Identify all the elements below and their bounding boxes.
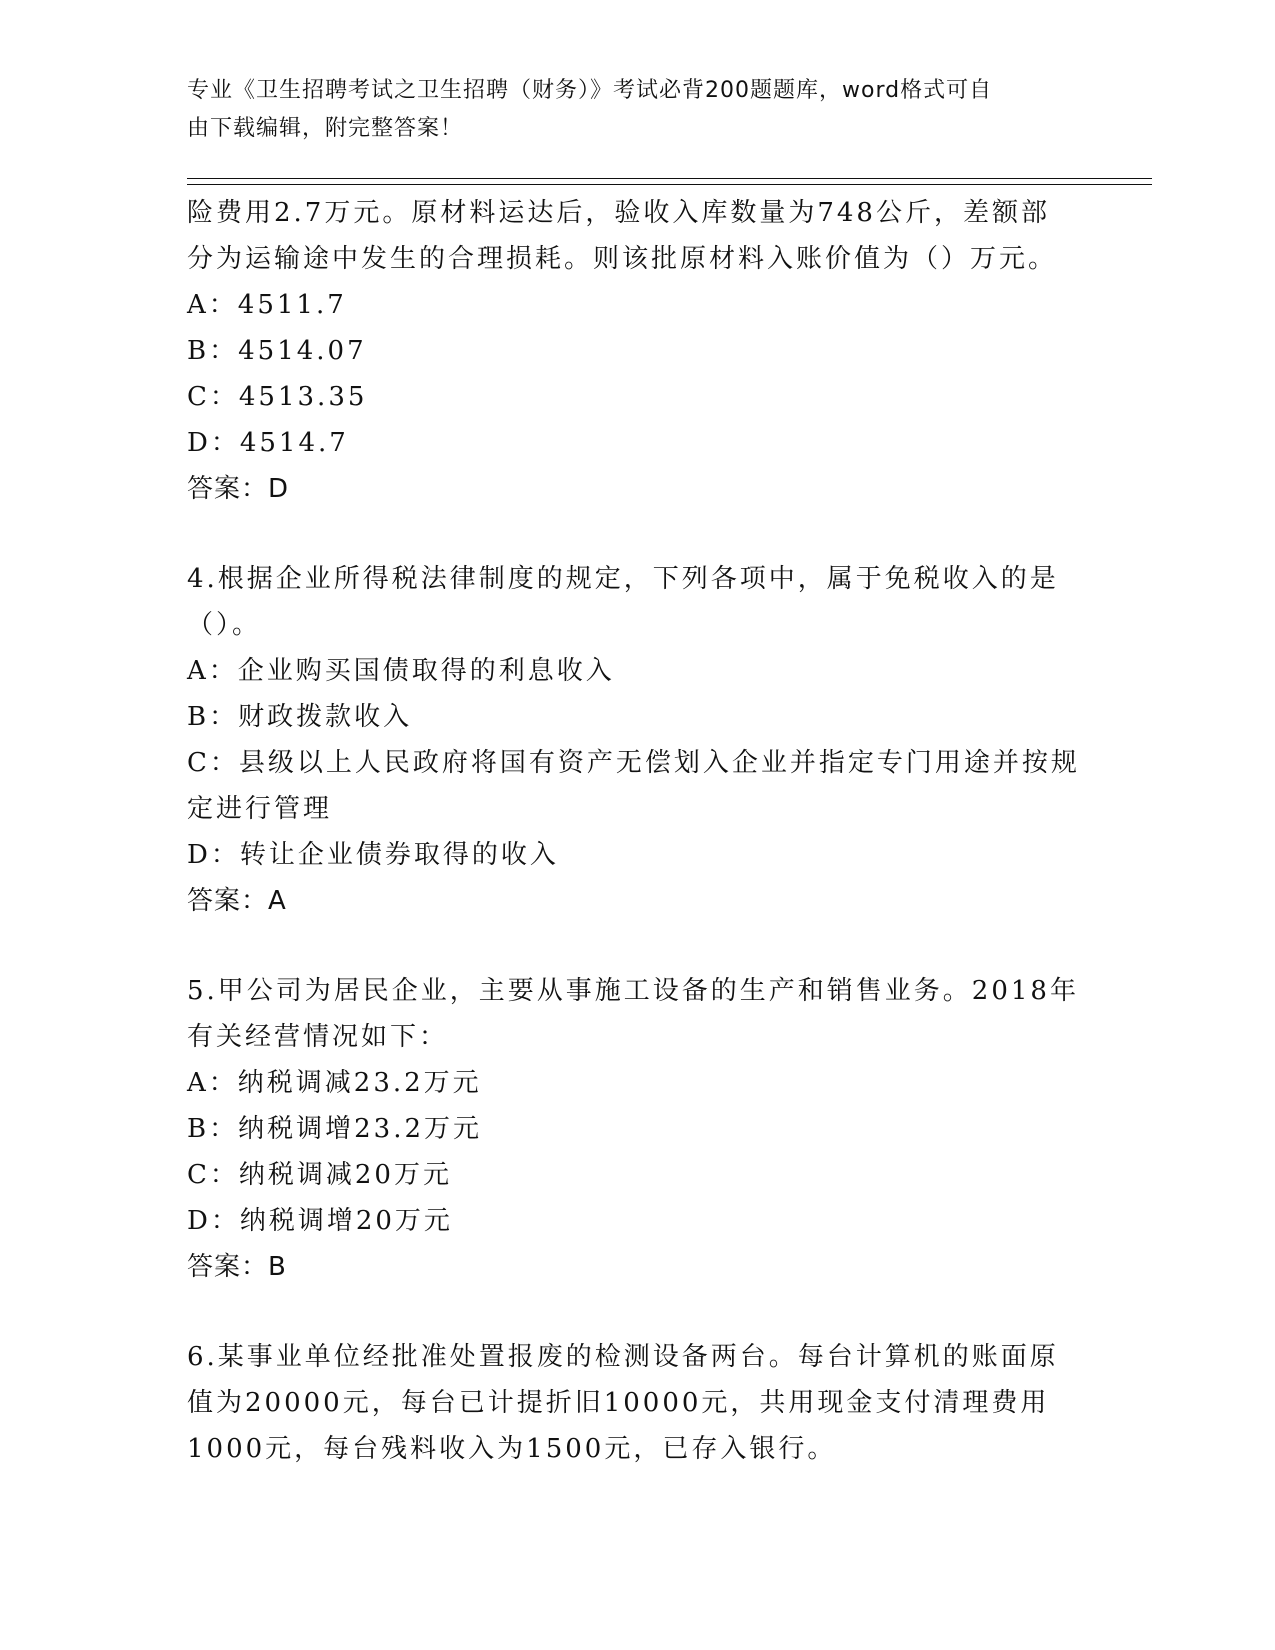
question-4-text-line-1: 4.根据企业所得税法律制度的规定，下列各项中，属于免税收入的是: [187, 564, 1059, 594]
question-3-answer: 答案：D: [187, 474, 290, 504]
question-3-text-line-1: 险费用2.7万元。原材料运达后，验收入库数量为748公斤，差额部: [187, 198, 1050, 228]
header-rule-bottom: [187, 184, 1152, 185]
question-4-option-a: A：企业购买国债取得的利息收入: [187, 656, 615, 686]
question-5-answer: 答案：B: [187, 1252, 287, 1282]
question-3-option-c: C：4513.35: [187, 382, 368, 412]
header-title-line-2: 由下载编辑，附完整答案！: [187, 116, 464, 141]
question-4-option-c-line-1: C：县级以上人民政府将国有资产无偿划入企业并指定专门用途并按规: [187, 748, 1080, 778]
question-4-option-d: D：转让企业债券取得的收入: [187, 840, 559, 870]
question-5-option-a: A：纳税调减23.2万元: [187, 1068, 482, 1098]
question-4-option-b: B：财政拨款收入: [187, 702, 413, 732]
question-4-option-c-line-2: 定进行管理: [187, 794, 333, 824]
header-title-line-1: 专业《卫生招聘考试之卫生招聘（财务）》考试必背200题题库，word格式可自: [187, 78, 993, 103]
question-3-option-d: D：4514.7: [187, 428, 349, 458]
question-6-text-line-1: 6.某事业单位经批准处置报废的检测设备两台。每台计算机的账面原: [187, 1342, 1059, 1372]
question-4: [187, 556, 1087, 924]
question-4-text-line-2: （）。: [187, 610, 262, 640]
question-6-text-line-3: 1000元，每台残料收入为1500元，已存入银行。: [187, 1434, 837, 1464]
question-6-text-line-2: 值为20000元，每台已计提折旧10000元，共用现金支付清理费用: [187, 1388, 1050, 1418]
question-3-option-a: A：4511.7: [187, 290, 347, 320]
question-5-text-line-1: 5.甲公司为居民企业，主要从事施工设备的生产和销售业务。2018年: [187, 976, 1079, 1006]
header-rule-top: [187, 178, 1152, 179]
question-5-option-c: C：纳税调减20万元: [187, 1160, 452, 1190]
question-5: [187, 968, 1087, 1290]
question-5-option-b: B：纳税调增23.2万元: [187, 1114, 482, 1144]
question-content: [187, 190, 1087, 1472]
question-3-text-line-2: 分为运输途中发生的合理损耗。则该批原材料入账价值为（）万元。: [187, 244, 1058, 274]
question-4-answer: 答案：A: [187, 886, 287, 916]
question-3: [187, 190, 1087, 512]
document-header: [187, 72, 1067, 148]
question-5-text-line-2: 有关经营情况如下：: [187, 1022, 449, 1052]
question-3-option-b: B：4514.07: [187, 336, 367, 366]
question-6: [187, 1334, 1087, 1472]
question-5-option-d: D：纳税调增20万元: [187, 1206, 453, 1236]
